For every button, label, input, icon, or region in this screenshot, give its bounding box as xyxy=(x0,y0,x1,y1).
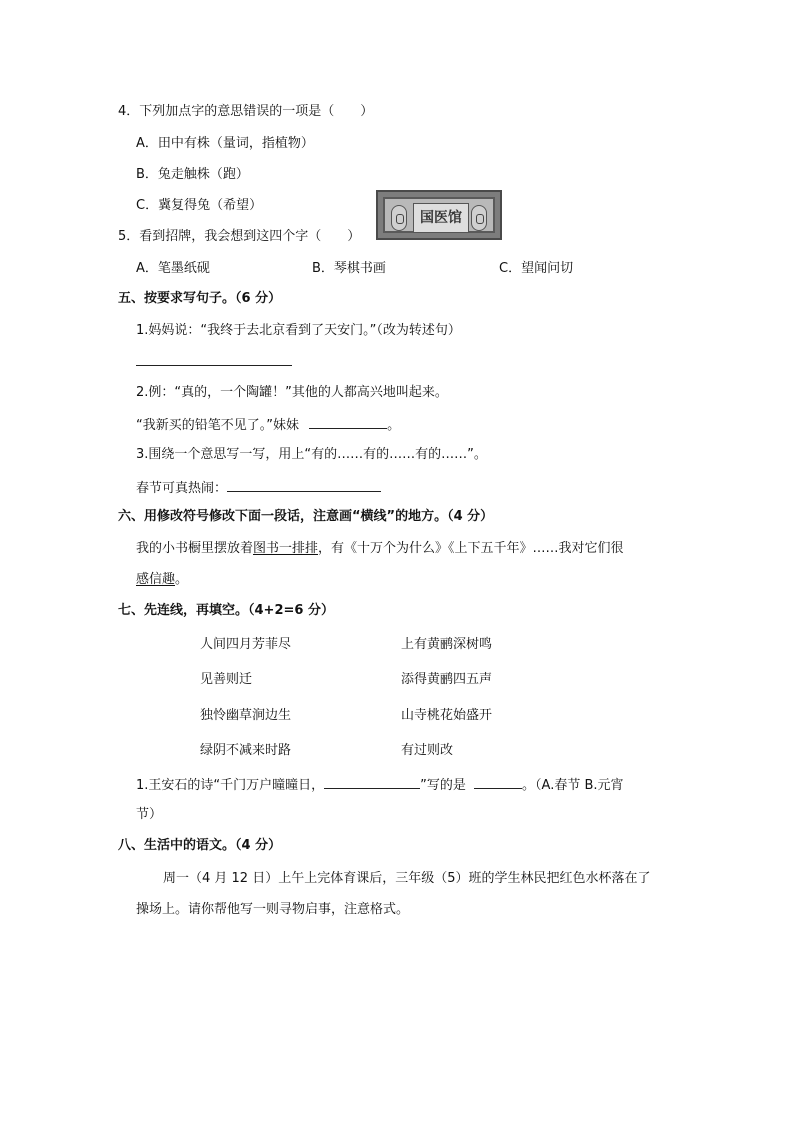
s7-fill-line-1 xyxy=(136,775,624,795)
s6-paragraph-line-1 xyxy=(136,540,624,558)
answer-blank[interactable] xyxy=(309,415,387,429)
s7-fill-line-2: 节） xyxy=(136,807,163,822)
sign-left-ornament xyxy=(391,205,407,231)
s5-item-2: 2.例：“真的，一个陶罐！”其他的人都高兴地叫起来。 xyxy=(136,385,448,400)
s6-paragraph-line-2 xyxy=(136,571,188,589)
match-right-item[interactable]: 上有黄鹂深树鸣 xyxy=(401,637,493,652)
answer-blank[interactable] xyxy=(227,478,381,492)
q4-option-a: A．田中有株（量词，指植物） xyxy=(136,136,314,151)
answer-blank[interactable] xyxy=(324,775,420,789)
s8-paragraph-line-2: 操场上。请你帮他写一则寻物启事，注意格式。 xyxy=(136,902,410,917)
s5-item-1: 1.妈妈说：“我终于去北京看到了天安门。”（改为转述句） xyxy=(136,323,461,338)
s5-item-3: 3.围绕一个意思写一写，用上“有的……有的……有的……”。 xyxy=(136,447,487,462)
q5-option-c: C．望闻问切 xyxy=(499,261,574,276)
answer-blank[interactable] xyxy=(474,775,522,789)
s5-item-1-answer-line[interactable] xyxy=(136,352,292,372)
match-left-item[interactable]: 绿阴不减来时路 xyxy=(200,743,292,758)
match-left-item[interactable]: 独怜幽草涧边生 xyxy=(200,708,292,723)
match-right-item[interactable]: 有过则改 xyxy=(401,743,454,758)
match-right-item[interactable]: 添得黄鹂四五声 xyxy=(401,672,493,687)
s5-item-3-answer-line xyxy=(136,478,381,498)
s5-item-2-answer-line xyxy=(136,415,400,435)
q5-title: 5．看到招牌，我会想到这四个字（ ） xyxy=(118,229,361,244)
q4-title: 4．下列加点字的意思错误的一项是（ ） xyxy=(118,104,374,119)
section-8-heading: 八、生活中的语文。（4 分） xyxy=(118,838,282,853)
sign-right-ornament xyxy=(471,205,487,231)
match-left-item[interactable]: 见善则迁 xyxy=(200,672,253,687)
section-6-heading: 六、用修改符号修改下面一段话，注意画“横线”的地方。（4 分） xyxy=(118,509,494,524)
s5-item-2-prefix: “我新买的铅笔不见了。”妹妹 xyxy=(136,418,299,433)
sign-text: 国医馆 xyxy=(413,203,469,233)
signboard-image xyxy=(376,190,502,240)
s5-item-3-prefix: 春节可真热闹： xyxy=(136,481,228,496)
s5-item-2-suffix: 。 xyxy=(387,418,401,433)
q4-option-c: C．冀复得兔（希望） xyxy=(136,198,263,213)
s7-fill-text: 1.王安石的诗“千门万户曈曈日， xyxy=(136,778,325,793)
match-right-item[interactable]: 山寺桃花始盛开 xyxy=(401,708,493,723)
s6-text: ，有《十万个为什么》《上下五千年》……我对它们很 xyxy=(318,541,624,556)
s6-text: 我的小书橱里摆放着 xyxy=(136,541,254,556)
s7-fill-text: 。（A.春节 B.元宵 xyxy=(522,778,624,793)
q4-option-b: B．兔走触株（跑） xyxy=(136,167,249,182)
section-7-heading: 七、先连线，再填空。（4+2=6 分） xyxy=(118,603,334,618)
q5-option-b: B．琴棋书画 xyxy=(312,261,386,276)
match-left-item[interactable]: 人间四月芳菲尽 xyxy=(200,637,292,652)
s8-paragraph-line-1: 周一（4 月 12 日）上午上完体育课后，三年级（5）班的学生林民把红色水杯落在了 xyxy=(163,871,651,886)
s6-text: 。 xyxy=(175,572,189,587)
section-5-heading: 五、按要求写句子。（6 分） xyxy=(118,291,282,306)
answer-blank[interactable] xyxy=(136,352,292,366)
s6-underlined-phrase-1: 图书一排排 xyxy=(253,541,319,556)
s7-fill-text: ”写的是 xyxy=(420,778,466,793)
q5-option-a: A．笔墨纸砚 xyxy=(136,261,210,276)
s6-underlined-phrase-2: 感信趣 xyxy=(136,572,176,587)
